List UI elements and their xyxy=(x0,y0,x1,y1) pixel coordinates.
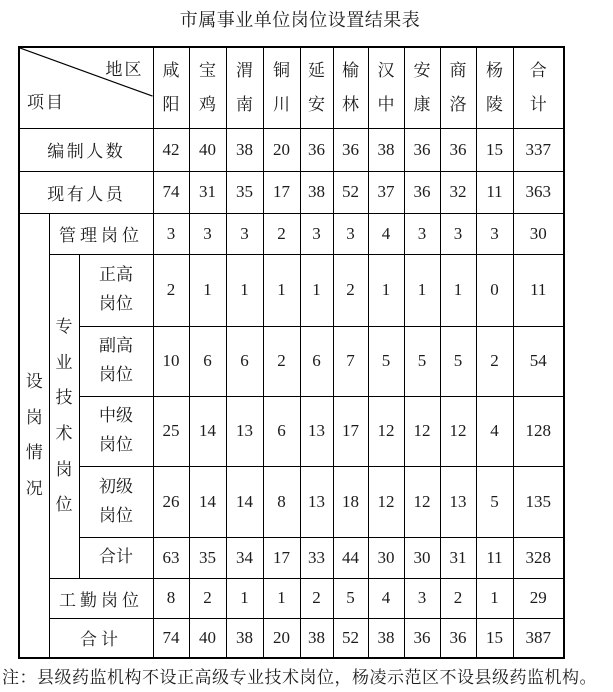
column-header-tongchuan xyxy=(263,47,300,128)
value-cell: 1 xyxy=(440,254,476,326)
row-label xyxy=(79,396,153,466)
value-cell: 3 xyxy=(153,213,189,254)
value-cell: 5 xyxy=(368,326,404,396)
corner-region-label: 地区 xyxy=(105,60,144,79)
value-cell: 387 xyxy=(513,618,564,658)
value-cell: 42 xyxy=(153,128,189,171)
value-cell: 13 xyxy=(300,396,333,466)
value-cell: 3 xyxy=(440,213,476,254)
value-cell: 38 xyxy=(300,171,333,213)
row-label: 编制人数 xyxy=(19,128,153,171)
table-row-logistics-posts xyxy=(19,578,564,618)
value-cell: 74 xyxy=(153,171,189,213)
value-cell: 35 xyxy=(226,171,263,213)
group-label-text: 专业技术岗位 xyxy=(55,316,73,515)
value-cell: 3 xyxy=(300,213,333,254)
table-row-senior-posts xyxy=(19,254,564,326)
value-cell: 36 xyxy=(440,128,476,171)
value-cell: 12 xyxy=(440,396,476,466)
value-cell: 15 xyxy=(476,128,513,171)
value-cell: 35 xyxy=(189,537,226,578)
value-cell: 128 xyxy=(513,396,564,466)
row-label-text: 副高岗位 xyxy=(99,336,133,384)
column-header-text: 汉中 xyxy=(377,60,395,114)
value-cell: 12 xyxy=(404,466,440,537)
table-row-junior-posts xyxy=(19,466,564,537)
corner-header-cell xyxy=(19,47,153,128)
value-cell: 3 xyxy=(404,213,440,254)
value-cell: 11 xyxy=(476,171,513,213)
value-cell: 36 xyxy=(404,618,440,658)
value-cell: 34 xyxy=(226,537,263,578)
column-header-weinan xyxy=(226,47,263,128)
value-cell: 14 xyxy=(226,466,263,537)
value-cell: 36 xyxy=(404,128,440,171)
value-cell: 38 xyxy=(368,618,404,658)
column-header-yulin xyxy=(333,47,368,128)
column-header-yangling xyxy=(476,47,513,128)
column-header-shangluo xyxy=(440,47,476,128)
column-header-total xyxy=(513,47,564,128)
value-cell: 37 xyxy=(368,171,404,213)
footnote: 注：县级药监机构不设正高级专业技术岗位，杨凌示范区不设县级药监机构。 xyxy=(2,668,597,687)
value-cell: 1 xyxy=(226,578,263,618)
value-cell: 4 xyxy=(368,578,404,618)
column-header-ankang xyxy=(404,47,440,128)
value-cell: 6 xyxy=(263,396,300,466)
value-cell: 44 xyxy=(333,537,368,578)
header-row xyxy=(19,47,564,128)
value-cell: 328 xyxy=(513,537,564,578)
row-label-text: 中级岗位 xyxy=(99,406,133,454)
value-cell: 8 xyxy=(263,466,300,537)
value-cell: 1 xyxy=(404,254,440,326)
value-cell: 4 xyxy=(476,396,513,466)
value-cell: 2 xyxy=(263,326,300,396)
value-cell: 30 xyxy=(368,537,404,578)
table-row-professional-subtotal xyxy=(19,537,564,578)
row-label: 工勤岗位 xyxy=(49,578,153,618)
value-cell: 8 xyxy=(153,578,189,618)
value-cell: 5 xyxy=(404,326,440,396)
table-row-management-posts xyxy=(19,213,564,254)
group-label-post-setting xyxy=(19,213,49,658)
value-cell: 3 xyxy=(226,213,263,254)
value-cell: 25 xyxy=(153,396,189,466)
value-cell: 31 xyxy=(189,171,226,213)
group-label-professional-technical xyxy=(49,254,79,578)
value-cell: 38 xyxy=(300,618,333,658)
value-cell: 2 xyxy=(300,578,333,618)
value-cell: 6 xyxy=(189,326,226,396)
results-table xyxy=(18,46,565,659)
value-cell: 14 xyxy=(189,396,226,466)
column-header-xianyang xyxy=(153,47,189,128)
column-header-text: 杨陵 xyxy=(486,60,503,114)
value-cell: 337 xyxy=(513,128,564,171)
value-cell: 33 xyxy=(300,537,333,578)
row-label xyxy=(79,326,153,396)
value-cell: 12 xyxy=(368,396,404,466)
value-cell: 52 xyxy=(333,171,368,213)
value-cell: 1 xyxy=(263,254,300,326)
value-cell: 32 xyxy=(440,171,476,213)
value-cell: 363 xyxy=(513,171,564,213)
value-cell: 1 xyxy=(368,254,404,326)
value-cell: 1 xyxy=(300,254,333,326)
value-cell: 52 xyxy=(333,618,368,658)
value-cell: 3 xyxy=(333,213,368,254)
value-cell: 2 xyxy=(153,254,189,326)
table-row-intermediate-posts xyxy=(19,396,564,466)
table-row-deputy-senior-posts xyxy=(19,326,564,396)
value-cell: 20 xyxy=(263,618,300,658)
value-cell: 40 xyxy=(189,128,226,171)
value-cell: 17 xyxy=(333,396,368,466)
column-header-baoji xyxy=(189,47,226,128)
value-cell: 30 xyxy=(513,213,564,254)
column-header-text: 安康 xyxy=(413,60,431,114)
value-cell: 38 xyxy=(226,128,263,171)
value-cell: 0 xyxy=(476,254,513,326)
value-cell: 6 xyxy=(300,326,333,396)
group-label-text: 设岗情况 xyxy=(25,371,43,498)
table-row-grand-total xyxy=(19,618,564,658)
value-cell: 13 xyxy=(226,396,263,466)
value-cell: 12 xyxy=(368,466,404,537)
value-cell: 2 xyxy=(263,213,300,254)
value-cell: 17 xyxy=(263,171,300,213)
value-cell: 38 xyxy=(226,618,263,658)
table-row-current-staff xyxy=(19,171,564,213)
value-cell: 3 xyxy=(404,578,440,618)
column-header-text: 商洛 xyxy=(449,60,467,114)
value-cell: 40 xyxy=(189,618,226,658)
row-label xyxy=(79,466,153,537)
value-cell: 36 xyxy=(440,618,476,658)
row-label-text: 正高岗位 xyxy=(99,265,133,313)
value-cell: 5 xyxy=(476,466,513,537)
column-header-hanzhong xyxy=(368,47,404,128)
column-header-text: 铜川 xyxy=(273,60,290,114)
column-header-text: 延安 xyxy=(308,60,325,114)
value-cell: 29 xyxy=(513,578,564,618)
value-cell: 11 xyxy=(476,537,513,578)
value-cell: 5 xyxy=(333,578,368,618)
value-cell: 31 xyxy=(440,537,476,578)
value-cell: 1 xyxy=(226,254,263,326)
value-cell: 13 xyxy=(300,466,333,537)
value-cell: 6 xyxy=(226,326,263,396)
value-cell: 54 xyxy=(513,326,564,396)
value-cell: 63 xyxy=(153,537,189,578)
value-cell: 2 xyxy=(333,254,368,326)
value-cell: 7 xyxy=(333,326,368,396)
value-cell: 4 xyxy=(368,213,404,254)
value-cell: 2 xyxy=(476,326,513,396)
value-cell: 26 xyxy=(153,466,189,537)
value-cell: 15 xyxy=(476,618,513,658)
column-header-text: 合计 xyxy=(529,60,547,114)
value-cell: 30 xyxy=(404,537,440,578)
column-header-yanan xyxy=(300,47,333,128)
value-cell: 18 xyxy=(333,466,368,537)
value-cell: 14 xyxy=(189,466,226,537)
value-cell: 5 xyxy=(440,326,476,396)
value-cell: 36 xyxy=(300,128,333,171)
value-cell: 1 xyxy=(189,254,226,326)
value-cell: 17 xyxy=(263,537,300,578)
value-cell: 2 xyxy=(440,578,476,618)
value-cell: 135 xyxy=(513,466,564,537)
column-header-text: 咸阳 xyxy=(162,60,180,114)
value-cell: 1 xyxy=(476,578,513,618)
page-title: 市属事业单位岗位设置结果表 xyxy=(179,10,421,30)
value-cell: 2 xyxy=(189,578,226,618)
value-cell: 1 xyxy=(263,578,300,618)
value-cell: 3 xyxy=(476,213,513,254)
column-header-text: 宝鸡 xyxy=(199,60,216,114)
value-cell: 3 xyxy=(189,213,226,254)
row-label-text: 初级岗位 xyxy=(99,476,133,525)
column-header-text: 榆林 xyxy=(342,60,359,114)
value-cell: 20 xyxy=(263,128,300,171)
value-cell: 36 xyxy=(404,171,440,213)
value-cell: 12 xyxy=(404,396,440,466)
corner-item-label: 项目 xyxy=(27,92,65,112)
value-cell: 10 xyxy=(153,326,189,396)
value-cell: 11 xyxy=(513,254,564,326)
row-label-text: 合计 xyxy=(99,547,133,567)
table-row-authorized-staff xyxy=(19,128,564,171)
column-header-text: 渭南 xyxy=(236,60,253,114)
value-cell: 13 xyxy=(440,466,476,537)
row-label xyxy=(79,254,153,326)
row-label xyxy=(79,537,153,578)
value-cell: 74 xyxy=(153,618,189,658)
row-label: 合计 xyxy=(49,618,153,658)
row-label: 管理岗位 xyxy=(49,213,153,254)
value-cell: 38 xyxy=(368,128,404,171)
row-label: 现有人员 xyxy=(19,171,153,213)
value-cell: 36 xyxy=(333,128,368,171)
